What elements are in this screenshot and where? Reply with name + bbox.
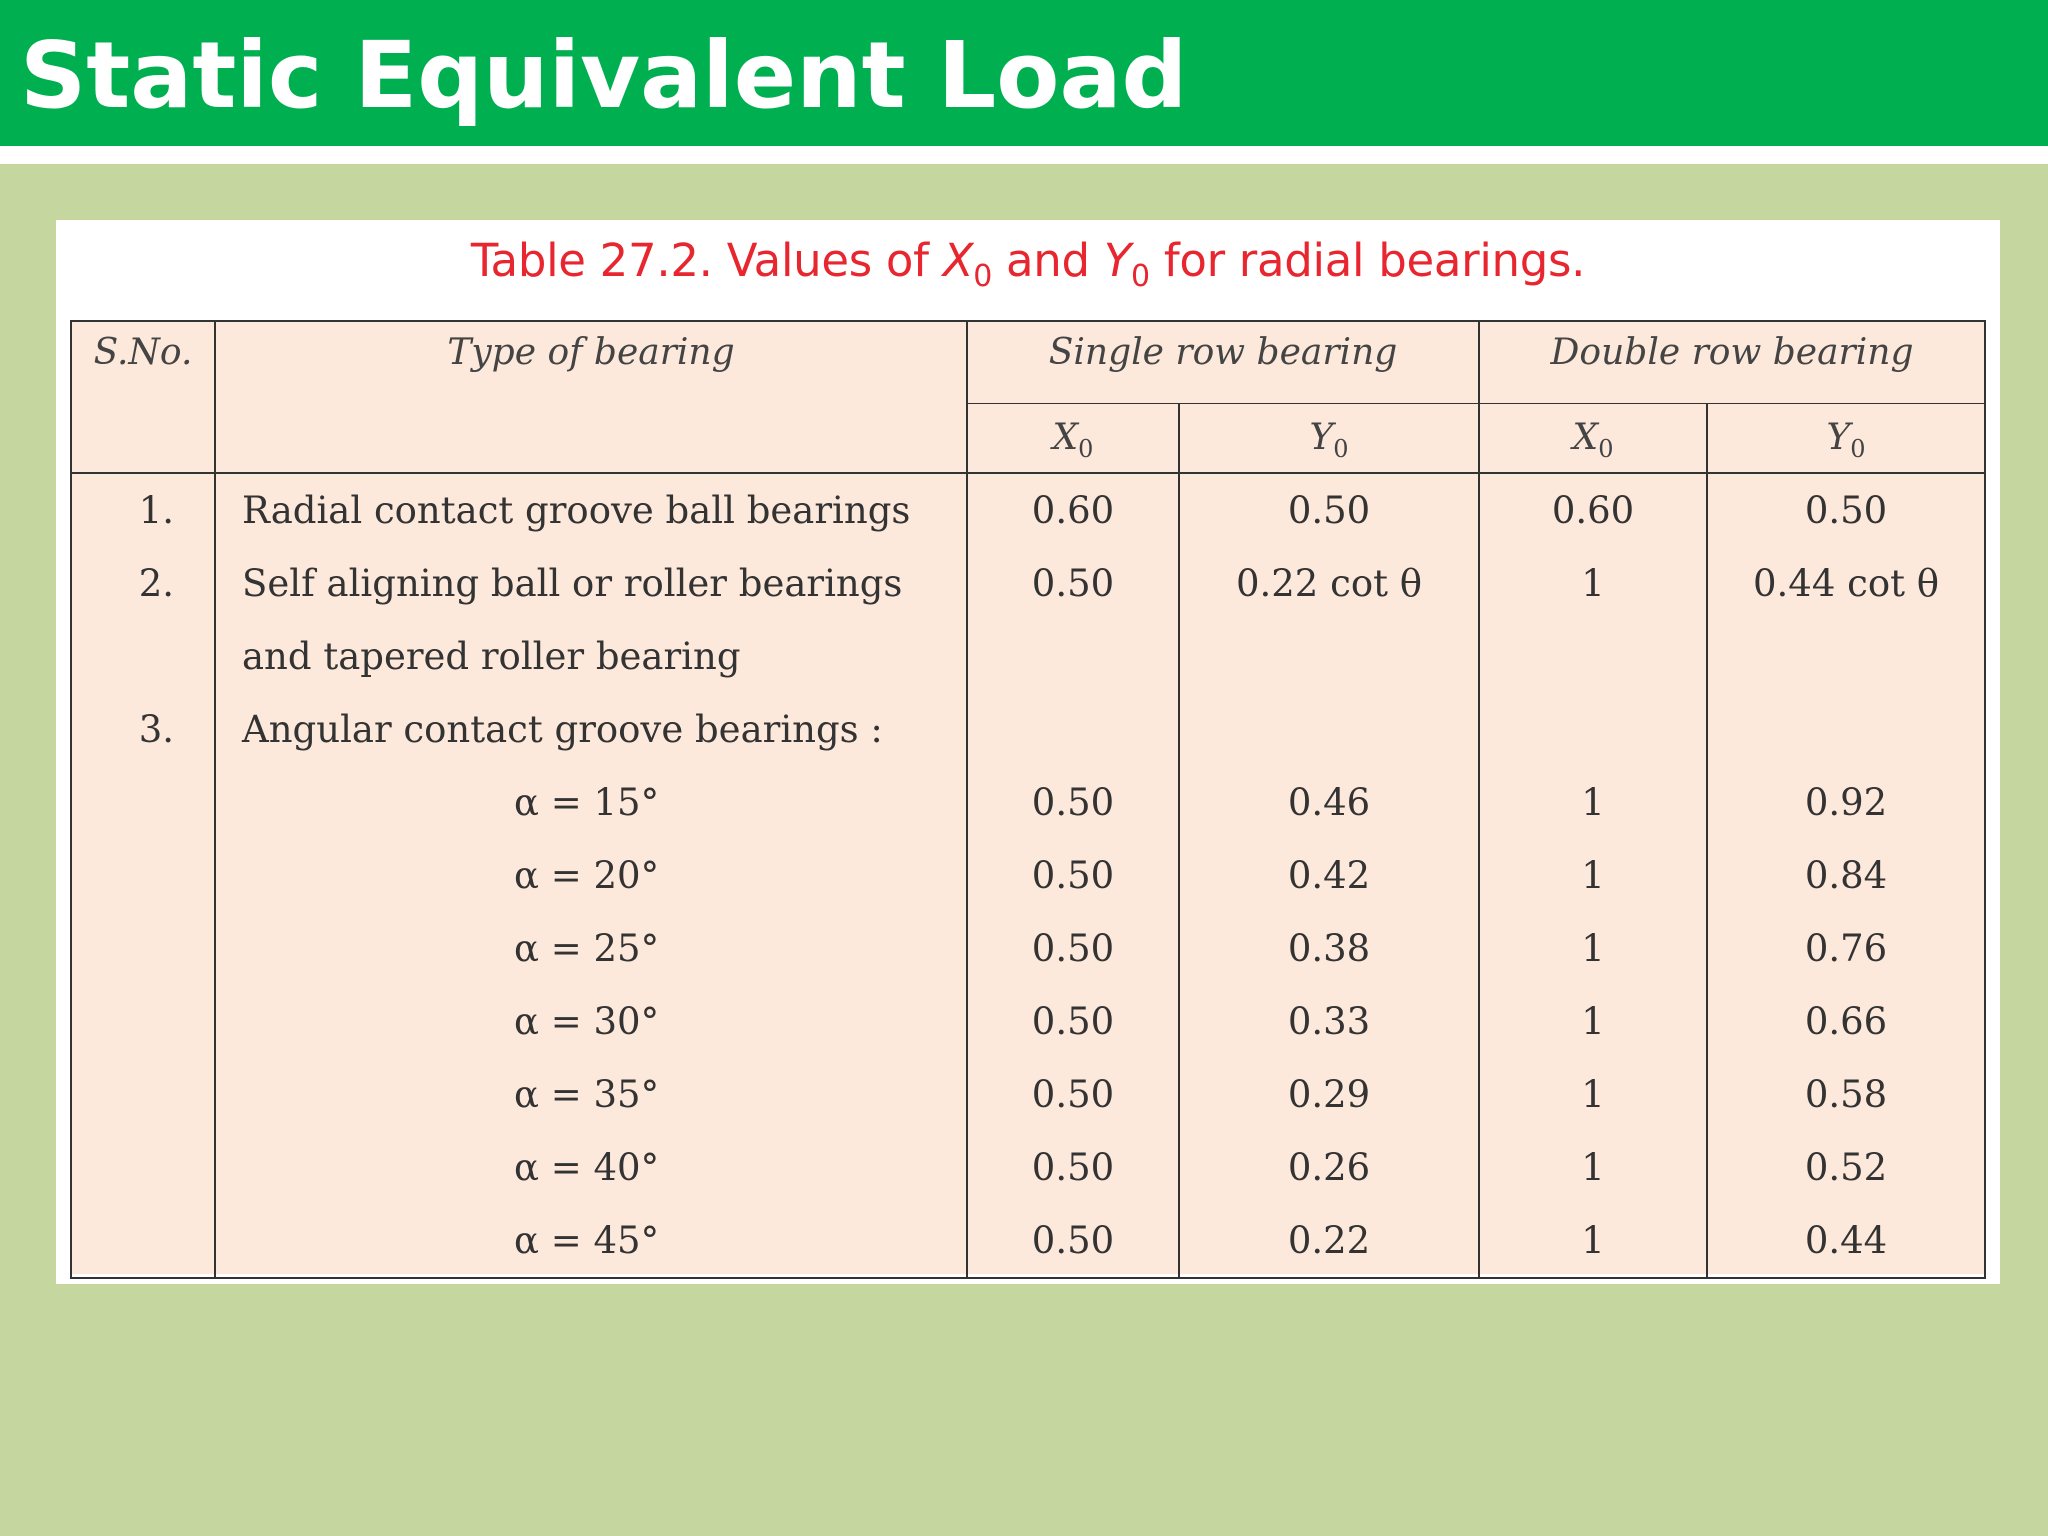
table-caption: [56, 226, 2000, 296]
cell-double-x0: 1: [1479, 839, 1707, 912]
table-row: [71, 1058, 1985, 1131]
cell-sno: 1.: [71, 473, 215, 547]
bearing-values-table: [70, 320, 1986, 1279]
cell-angle: α = 25°: [215, 912, 967, 985]
cell-double-y0: 0.92: [1707, 766, 1985, 839]
cell-single-y0: [1179, 620, 1479, 693]
header-single-x0: [967, 403, 1179, 473]
cell-angle: α = 35°: [215, 1058, 967, 1131]
cell-single-x0: [967, 620, 1179, 693]
x-symbol: X: [1052, 417, 1079, 459]
cell-angle: α = 15°: [215, 766, 967, 839]
cell-single-x0: 0.50: [967, 1204, 1179, 1278]
cell-single-x0: 0.60: [967, 473, 1179, 547]
header-type: Type of bearing: [215, 321, 967, 473]
caption-x-symbol: X: [942, 234, 974, 287]
cell-angle: α = 30°: [215, 985, 967, 1058]
cell-type: Angular contact groove bearings :: [215, 693, 967, 766]
table-row: [71, 693, 1985, 766]
cell-single-y0: 0.42: [1179, 839, 1479, 912]
cell-double-y0: 0.50: [1707, 473, 1985, 547]
table-row: [71, 620, 1985, 693]
cell-sno: [71, 1204, 215, 1278]
cell-angle: α = 40°: [215, 1131, 967, 1204]
cell-type: and tapered roller bearing: [215, 620, 967, 693]
cell-double-y0: 0.58: [1707, 1058, 1985, 1131]
cell-single-x0: 0.50: [967, 839, 1179, 912]
cell-double-x0: 1: [1479, 1131, 1707, 1204]
table-row: [71, 912, 1985, 985]
table-row: [71, 473, 1985, 547]
cell-angle: α = 20°: [215, 839, 967, 912]
cell-single-x0: 0.50: [967, 912, 1179, 985]
cell-double-x0: 1: [1479, 766, 1707, 839]
cell-double-y0: 0.84: [1707, 839, 1985, 912]
table-panel: [56, 220, 2000, 1284]
cell-single-x0: 0.50: [967, 766, 1179, 839]
cell-sno: [71, 985, 215, 1058]
header-double-y0: [1707, 403, 1985, 473]
cell-double-y0: [1707, 693, 1985, 766]
table-row: [71, 1204, 1985, 1278]
table-row: [71, 1131, 1985, 1204]
cell-double-x0: [1479, 693, 1707, 766]
cell-double-x0: 1: [1479, 1204, 1707, 1278]
header-double-row: Double row bearing: [1479, 321, 1985, 403]
page-title: Static Equivalent Load: [20, 22, 1188, 129]
cell-double-y0: 0.76: [1707, 912, 1985, 985]
cell-sno: [71, 1058, 215, 1131]
cell-single-x0: 0.50: [967, 1058, 1179, 1131]
cell-sno: [71, 1131, 215, 1204]
cell-double-x0: 1: [1479, 1058, 1707, 1131]
caption-suffix: for radial bearings.: [1149, 234, 1586, 287]
x-symbol: X: [1572, 417, 1599, 459]
x-subscript: 0: [1078, 435, 1094, 464]
cell-single-y0: 0.26: [1179, 1131, 1479, 1204]
y-symbol: Y: [1309, 417, 1334, 459]
cell-sno: 3.: [71, 693, 215, 766]
cell-single-x0: 0.50: [967, 985, 1179, 1058]
y-subscript: 0: [1850, 435, 1866, 464]
title-bar: [0, 0, 2048, 146]
cell-single-y0: 0.22 cot θ: [1179, 547, 1479, 620]
header-sno: S.No.: [71, 321, 215, 473]
cell-single-y0: 0.29: [1179, 1058, 1479, 1131]
caption-y-subscript: 0: [1131, 259, 1150, 294]
cell-single-y0: 0.38: [1179, 912, 1479, 985]
cell-single-x0: 0.50: [967, 1131, 1179, 1204]
cell-single-y0: 0.22: [1179, 1204, 1479, 1278]
caption-and: and: [992, 234, 1104, 287]
cell-single-y0: 0.46: [1179, 766, 1479, 839]
title-separator: [0, 146, 2048, 164]
cell-sno: 2.: [71, 547, 215, 620]
table-wrapper: [70, 320, 1984, 1274]
cell-double-x0: [1479, 620, 1707, 693]
cell-double-y0: 0.52: [1707, 1131, 1985, 1204]
cell-sno: [71, 912, 215, 985]
cell-double-y0: [1707, 620, 1985, 693]
cell-double-y0: 0.44 cot θ: [1707, 547, 1985, 620]
cell-sno: [71, 620, 215, 693]
caption-prefix: Table 27.2. Values of: [470, 234, 943, 287]
cell-double-x0: 1: [1479, 547, 1707, 620]
cell-double-y0: 0.44: [1707, 1204, 1985, 1278]
cell-type: Self aligning ball or roller bearings: [215, 547, 967, 620]
cell-single-y0: [1179, 693, 1479, 766]
header-double-x0: [1479, 403, 1707, 473]
cell-single-x0: 0.50: [967, 547, 1179, 620]
cell-single-x0: [967, 693, 1179, 766]
cell-double-x0: 0.60: [1479, 473, 1707, 547]
table-row: [71, 766, 1985, 839]
header-single-row: Single row bearing: [967, 321, 1479, 403]
caption-x-subscript: 0: [973, 259, 993, 294]
cell-sno: [71, 839, 215, 912]
cell-single-y0: 0.33: [1179, 985, 1479, 1058]
cell-double-x0: 1: [1479, 912, 1707, 985]
cell-type: Radial contact groove ball bearings: [215, 473, 967, 547]
header-single-y0: [1179, 403, 1479, 473]
cell-sno: [71, 766, 215, 839]
cell-single-y0: 0.50: [1179, 473, 1479, 547]
y-symbol: Y: [1826, 417, 1851, 459]
cell-double-x0: 1: [1479, 985, 1707, 1058]
cell-double-y0: 0.66: [1707, 985, 1985, 1058]
caption-y-symbol: Y: [1103, 234, 1132, 287]
x-subscript: 0: [1598, 435, 1614, 464]
table-row: [71, 985, 1985, 1058]
table-row: [71, 839, 1985, 912]
cell-angle: α = 45°: [215, 1204, 967, 1278]
y-subscript: 0: [1333, 435, 1349, 464]
table-row: [71, 547, 1985, 620]
